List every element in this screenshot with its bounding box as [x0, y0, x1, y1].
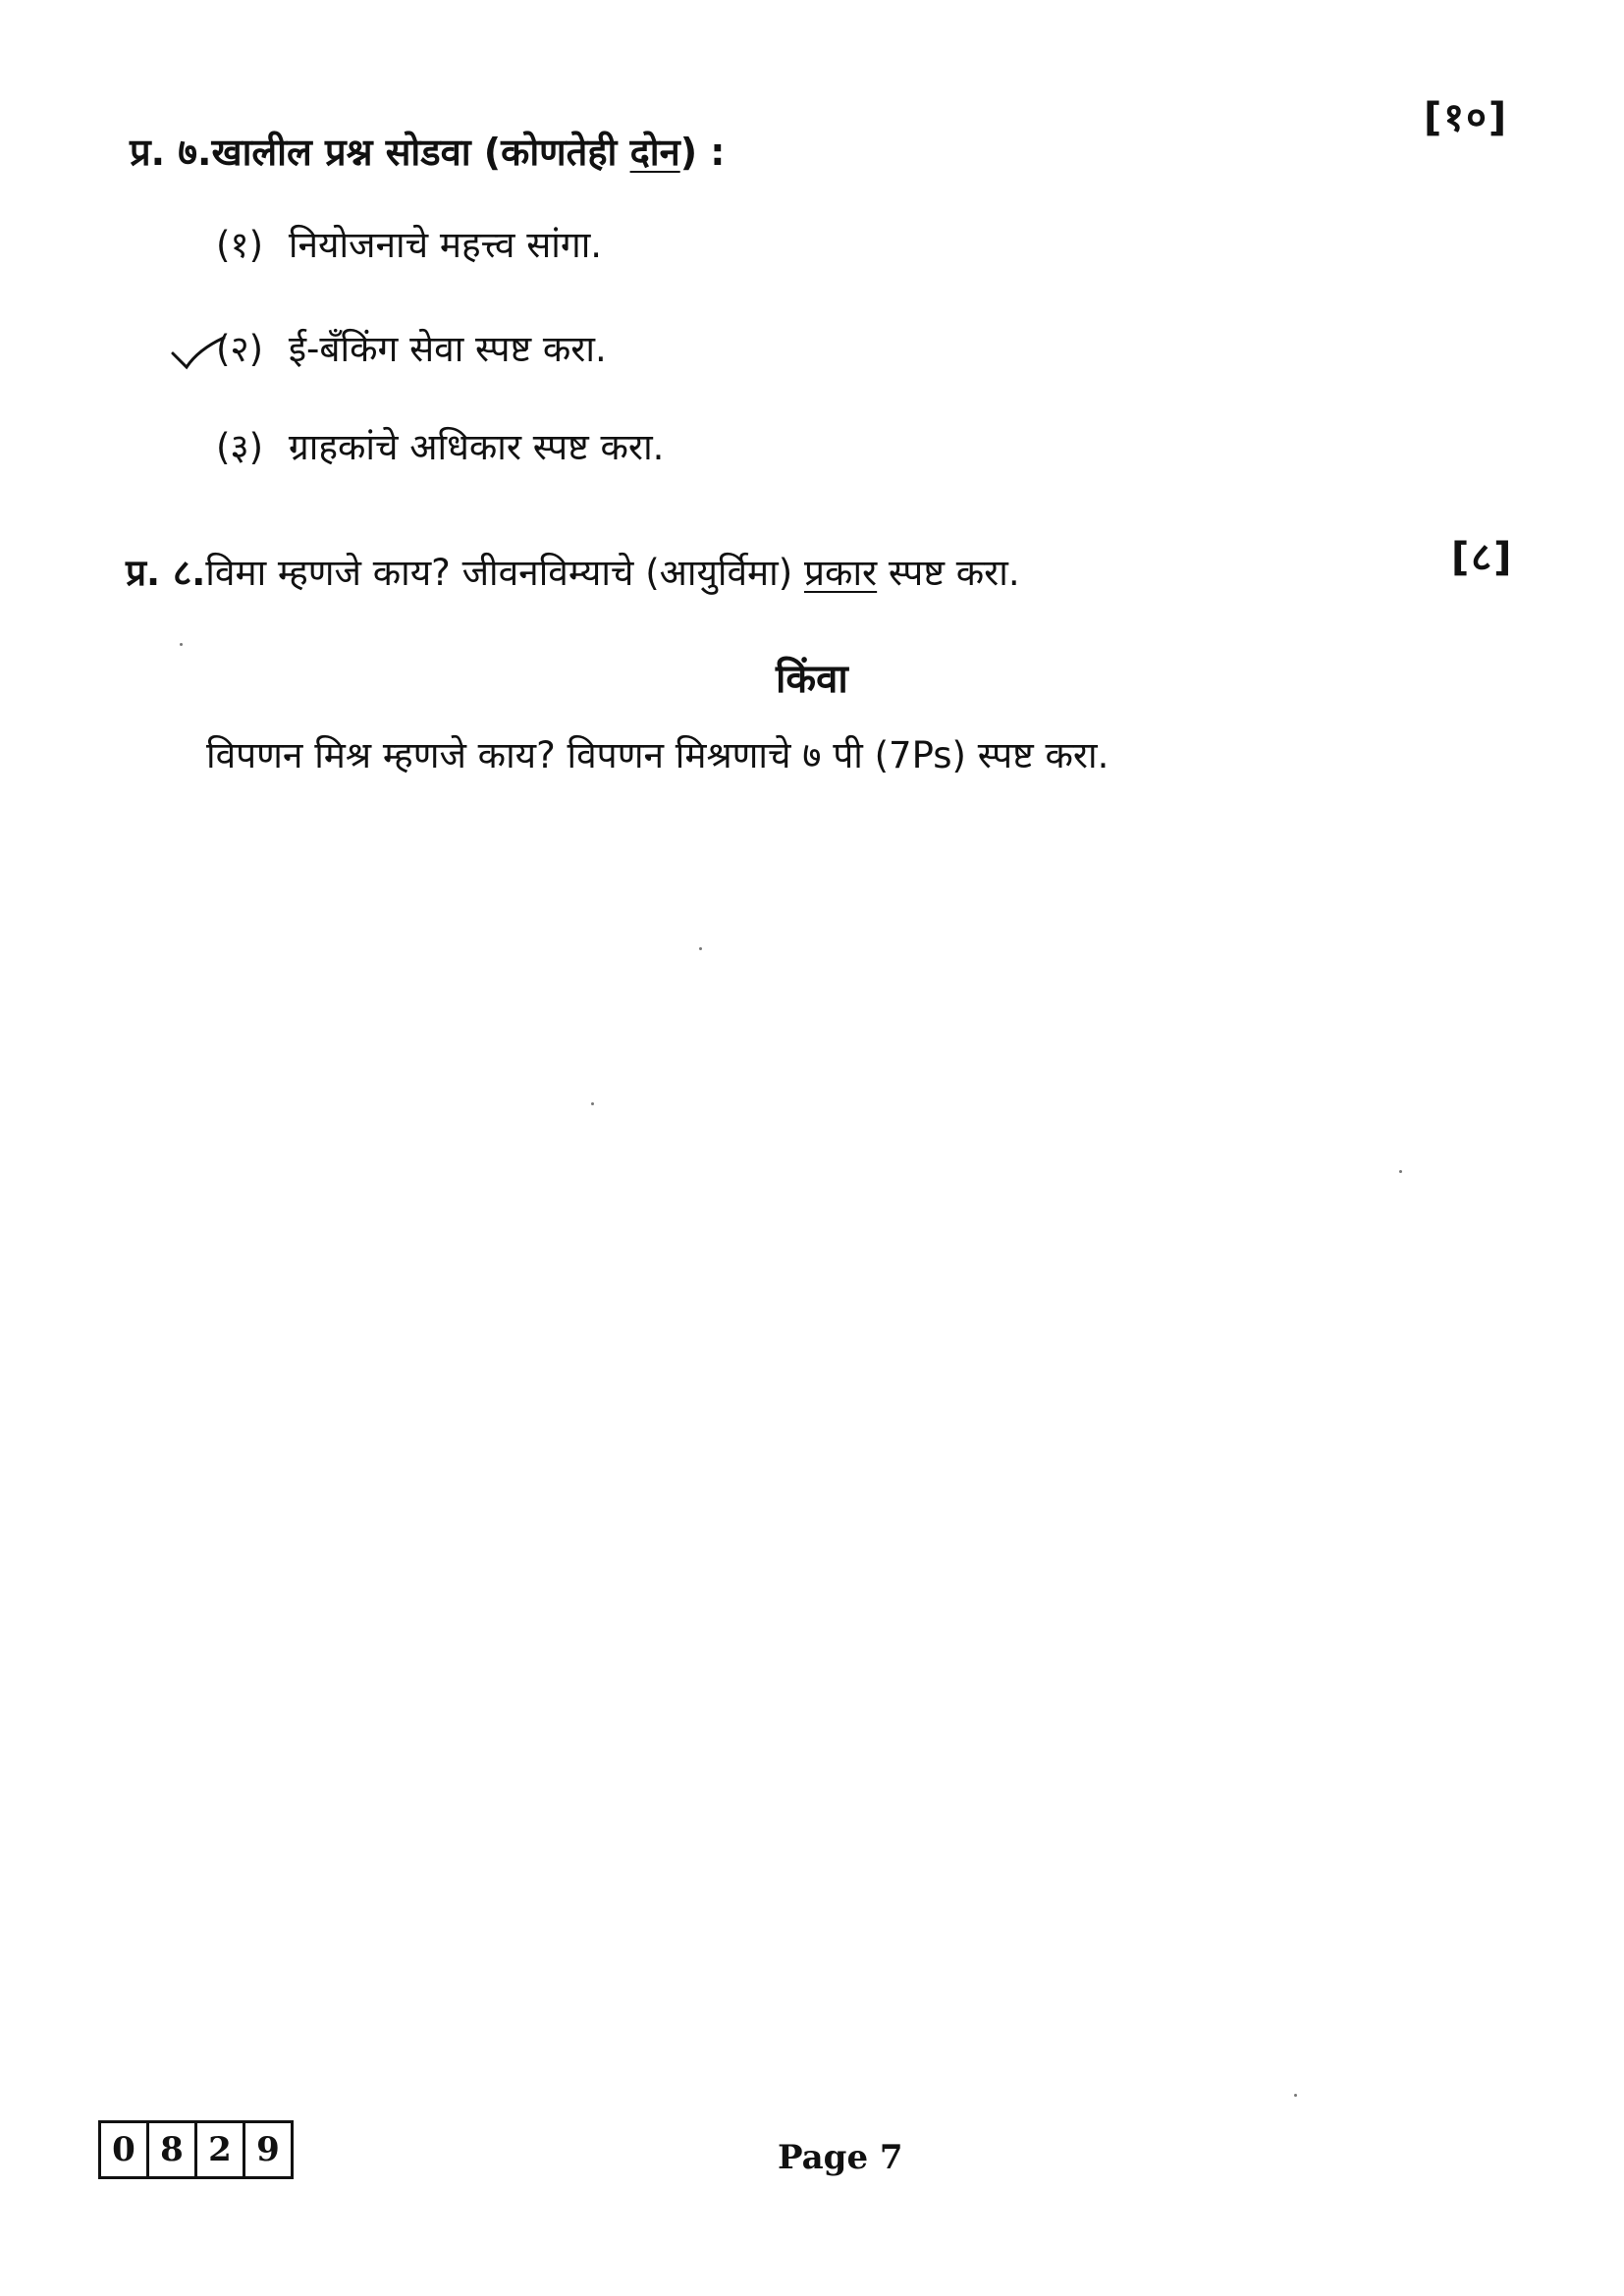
q8-marks: [८] [1451, 535, 1514, 580]
q8-text-before: विमा म्हणजे काय? जीवनविम्याचे (आयुर्विमा) [205, 552, 804, 594]
q7-item-2-text: ई-बँकिंग सेवा स्पष्ट करा. [288, 328, 607, 370]
code-digit: 8 [149, 2123, 197, 2176]
q8-text-after: स्पष्ट करा. [877, 552, 1020, 594]
q7-item-3 [216, 420, 664, 470]
q7-item-1-number: (१) [216, 224, 264, 266]
q8-prefix: प्र. ८. [126, 552, 206, 594]
q7-item-1-text: नियोजनाचे महत्त्व सांगा. [288, 224, 603, 266]
q7-item-2 [216, 322, 607, 372]
q7-prefix: प्र. ७. [130, 131, 212, 174]
scan-speck [1399, 1170, 1402, 1173]
code-digit: 9 [245, 2123, 294, 2176]
q8-alternative: विपणन मिश्र म्हणजे काय? विपणन मिश्रणाचे ७ पी (7Ps) स्पष्ट करा. [206, 734, 1110, 776]
q7-heading [130, 126, 726, 177]
q7-heading-text: खालील प्रश्न सोडवा (कोणतेही [211, 131, 630, 174]
code-digit: 2 [197, 2123, 245, 2176]
q7-item-2-number: (२) [216, 328, 264, 370]
q7-heading-underlined: दोन [629, 131, 680, 174]
q8-line [126, 546, 1020, 596]
page-number: Page 7 [778, 2138, 903, 2177]
scan-speck [591, 1102, 594, 1105]
q7-item-1 [216, 218, 602, 268]
scan-speck [1294, 2094, 1297, 2097]
scan-speck [180, 643, 183, 646]
q8-underlined: प्रकार [803, 552, 878, 594]
q7-item-3-number: (३) [216, 426, 264, 468]
paper-code-box [98, 2120, 294, 2179]
q7-item-3-text: ग्राहकांचे अधिकार स्पष्ट करा. [288, 426, 665, 468]
code-digit: 0 [101, 2123, 149, 2176]
q7-marks: [१०] [1424, 95, 1509, 140]
or-label: किंवा [776, 657, 848, 702]
q7-heading-suffix: ) : [679, 131, 726, 174]
scan-speck [699, 947, 702, 950]
